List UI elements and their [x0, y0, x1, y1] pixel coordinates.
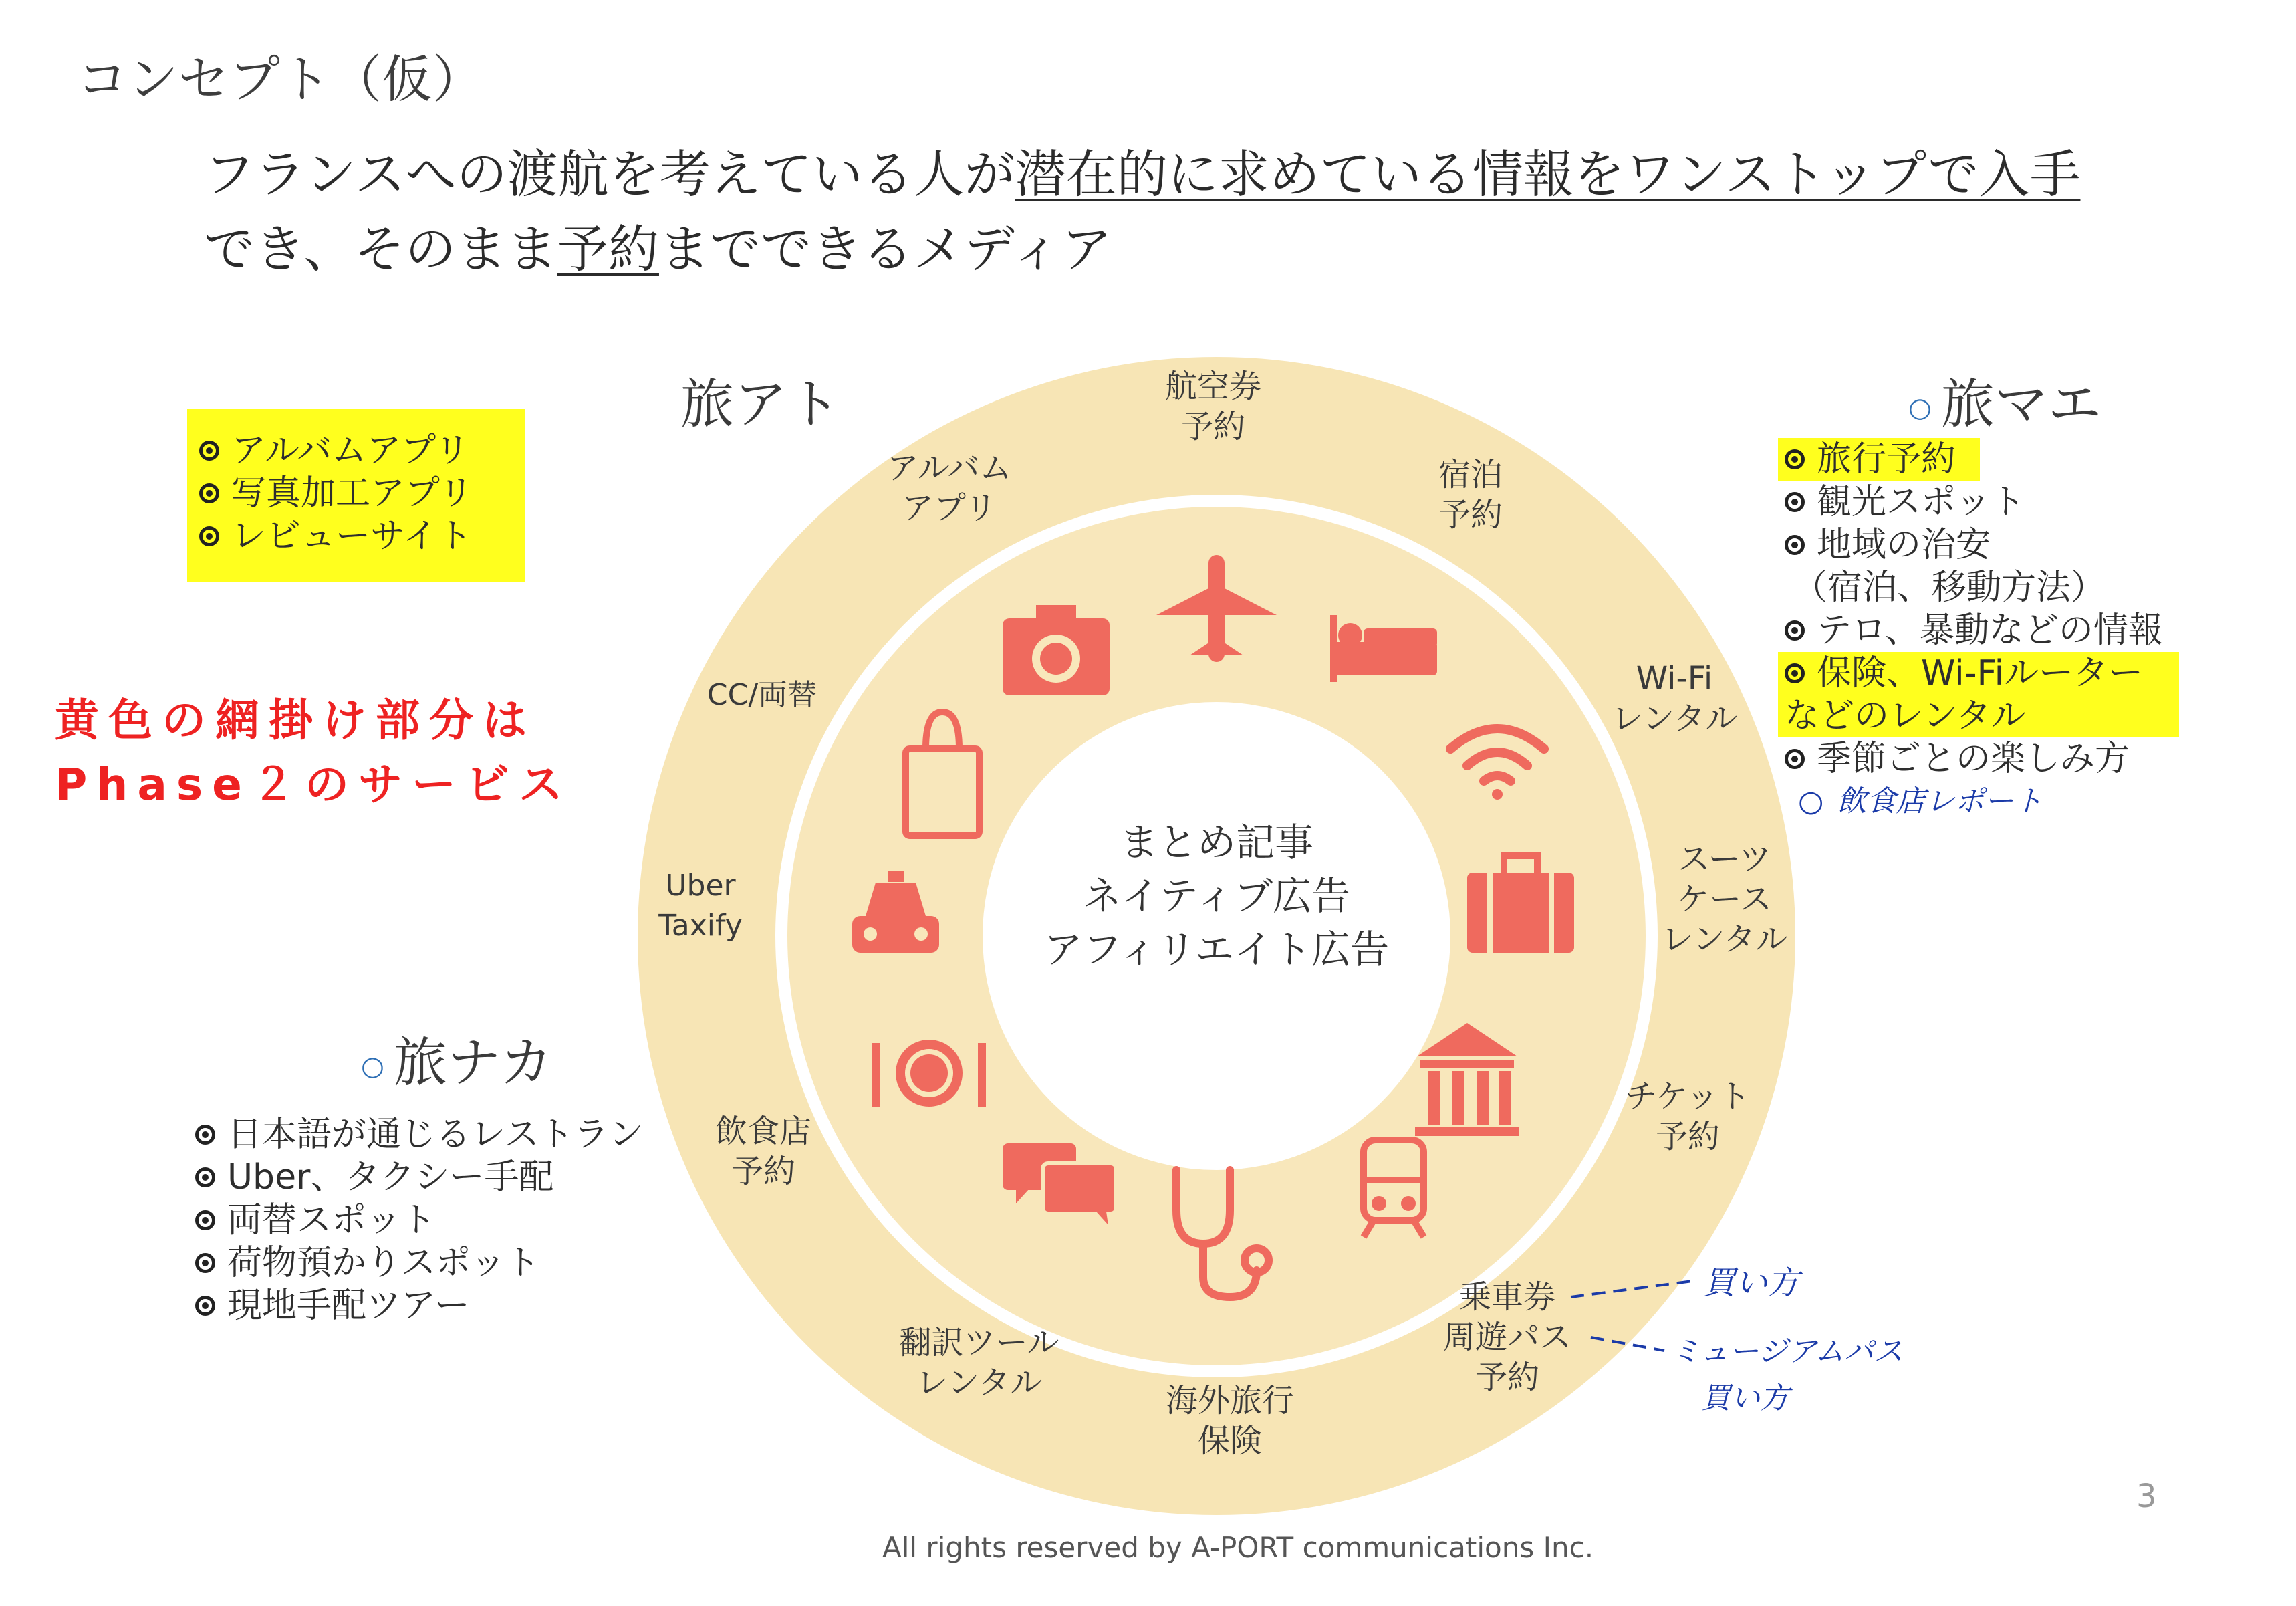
list-item-text: 地域の治安	[1817, 525, 1991, 565]
handwritten-text: 飲食店レポート	[1837, 784, 2043, 818]
annotation-kaikata: 買い方	[1703, 1264, 1800, 1302]
list-item	[195, 1156, 643, 1199]
label-line: チケット	[1625, 1078, 1751, 1115]
annotation-kaikata-2: 買い方	[1701, 1381, 1789, 1415]
label-cc-exchange	[707, 675, 817, 715]
annotation-line	[1571, 1280, 1698, 1297]
copyright: All rights reserved by A-PORT communications Inc.	[882, 1531, 1594, 1564]
label-line: 保険	[1197, 1422, 1263, 1460]
bullet-icon	[195, 1210, 215, 1230]
label-pass-booking	[1443, 1277, 1571, 1397]
label-line: 航空券	[1164, 368, 1262, 405]
bullet-icon	[199, 483, 219, 503]
list-item	[1778, 695, 2179, 737]
label-line: 宿泊	[1438, 456, 1503, 493]
list-item-text: 両替スポット	[227, 1200, 436, 1240]
bullet-dot-icon: ○	[361, 1051, 384, 1082]
annotation-museum-pass: ミュージアムパス	[1671, 1335, 1904, 1369]
section-title-text: 旅ナカ	[393, 1032, 553, 1094]
label-line: 予約	[1180, 408, 1246, 445]
list-item-text: テロ、暴動などの情報	[1817, 610, 2163, 651]
section-title-tabi-ato: 旅アト	[680, 373, 841, 435]
label-uber-taxify	[658, 866, 743, 946]
phase-note	[55, 689, 572, 817]
list-item	[199, 515, 473, 558]
tabi-ato-list	[199, 429, 473, 558]
center-line1: まとめ記事	[1119, 820, 1314, 865]
section-title-tabi-naka	[361, 1020, 553, 1097]
label-hotel-booking	[1438, 455, 1503, 535]
label-ticket-booking	[1625, 1076, 1751, 1157]
bullet-icon	[195, 1167, 215, 1187]
label-translation-rental	[899, 1323, 1059, 1403]
label-restaurant-booking	[715, 1111, 811, 1191]
bullet-icon	[1785, 749, 1805, 769]
phase-note-line1: 黄色の網掛け部分は	[55, 695, 536, 746]
bullet-icon	[199, 441, 219, 461]
bullet-icon	[1785, 620, 1805, 641]
list-item	[195, 1113, 643, 1156]
camera-icon	[1003, 605, 1110, 695]
list-item	[1778, 652, 2179, 695]
list-item	[1778, 566, 2179, 609]
list-item	[195, 1242, 643, 1284]
list-item-text: 現地手配ツアー	[227, 1286, 470, 1326]
label-wifi-rental	[1612, 659, 1738, 739]
list-item	[1778, 609, 2179, 652]
label-line: アプリ	[901, 489, 997, 527]
label-line: 予約	[1655, 1118, 1720, 1155]
label-line: Wi-Fi	[1636, 660, 1713, 697]
list-item	[199, 429, 473, 472]
list-item	[1778, 438, 2179, 481]
label-line: スーツ	[1678, 840, 1771, 878]
bullet-icon	[199, 526, 219, 546]
list-item-text: などのレンタル	[1785, 696, 2026, 736]
list-item	[1778, 524, 2179, 566]
list-item-text: 保険、Wi-Fiルーター	[1817, 653, 2144, 693]
bullet-icon	[195, 1125, 215, 1145]
section-title-tabi-mae	[1908, 361, 2101, 438]
list-item-text: Uber、タクシー手配	[227, 1157, 554, 1197]
center-line2: ネイティブ広告	[1082, 873, 1351, 919]
label-line: 予約	[731, 1153, 796, 1190]
label-line: 乗車券	[1458, 1278, 1556, 1316]
label-line: アルバム	[886, 449, 1012, 487]
label-line: レンタル	[1661, 921, 1788, 958]
tabi-mae-list	[1778, 438, 2179, 823]
lead-line1-a: フランスへの渡航を考えている人が	[204, 144, 1015, 204]
list-item-text: 旅行予約	[1817, 439, 1956, 479]
label-line: 周遊パス	[1442, 1318, 1572, 1356]
list-item-text: 季節ごとの楽しみ方	[1817, 739, 2130, 779]
label-line: Taxify	[658, 909, 743, 943]
label-line: 予約	[1438, 496, 1503, 534]
page-title: コンセプト（仮）	[77, 49, 483, 109]
label-suitcase-rental	[1662, 839, 1788, 959]
page-number: 3	[2136, 1478, 2157, 1515]
highlight	[1778, 438, 1980, 481]
label-album-app	[887, 448, 1012, 528]
bullet-dot-icon: ○	[1908, 392, 1932, 424]
label-line: レンタル	[1611, 700, 1738, 737]
highlight	[1778, 652, 2179, 737]
list-item	[195, 1284, 643, 1327]
label-line: 海外旅行	[1165, 1382, 1295, 1419]
center-line3: アフィリエイト広告	[1043, 927, 1390, 972]
label-line: CC/両替	[707, 678, 817, 712]
annotation-line	[1591, 1337, 1664, 1351]
list-item	[1778, 481, 2179, 524]
list-item-text: アルバムアプリ	[231, 431, 470, 471]
phase-note-line2: Phase２のサービス	[55, 759, 572, 810]
list-item-text: （宿泊、移動方法）	[1793, 568, 2106, 608]
lead-line2-a: でき、そのまま	[204, 219, 557, 279]
section-title-text: 旅マエ	[1940, 373, 2101, 435]
label-line: Uber	[665, 869, 736, 903]
tabi-naka-list	[195, 1113, 643, 1327]
list-item-text: 日本語が通じるレストラン	[227, 1115, 644, 1155]
lead-line2-b: 予約	[557, 219, 659, 279]
bullet-icon	[1785, 663, 1805, 683]
lead-line1-b: 潜在的に求めている情報をワンストップで入手	[1015, 144, 2081, 204]
label-line: レンタル	[916, 1364, 1043, 1401]
tabi-ato-highlight-box	[187, 409, 525, 582]
list-item-text: レビューサイト	[231, 516, 473, 556]
bullet-dot-icon: ○	[1798, 784, 1824, 818]
label-travel-insurance	[1166, 1381, 1294, 1461]
handwritten-note	[1778, 780, 2179, 823]
list-item	[195, 1199, 643, 1242]
bullet-icon	[195, 1296, 215, 1316]
bullet-icon	[1785, 449, 1805, 469]
label-line: ケース	[1677, 881, 1772, 918]
list-item-text: 荷物預かりスポット	[227, 1243, 541, 1283]
list-item	[1778, 737, 2179, 780]
label-line: 飲食店	[715, 1113, 812, 1150]
bullet-icon	[1785, 492, 1805, 512]
lead-statement	[204, 137, 2080, 287]
list-item-text: 写真加工アプリ	[231, 473, 473, 513]
label-line: 予約	[1475, 1359, 1540, 1396]
list-item	[199, 472, 473, 515]
lead-line2-c: までできるメディア	[658, 219, 1112, 279]
bullet-icon	[195, 1253, 215, 1273]
label-line: 翻訳ツール	[899, 1324, 1059, 1361]
list-item-text: 観光スポット	[1817, 482, 2026, 522]
bullet-icon	[1785, 535, 1805, 555]
label-flight-booking	[1165, 366, 1261, 447]
